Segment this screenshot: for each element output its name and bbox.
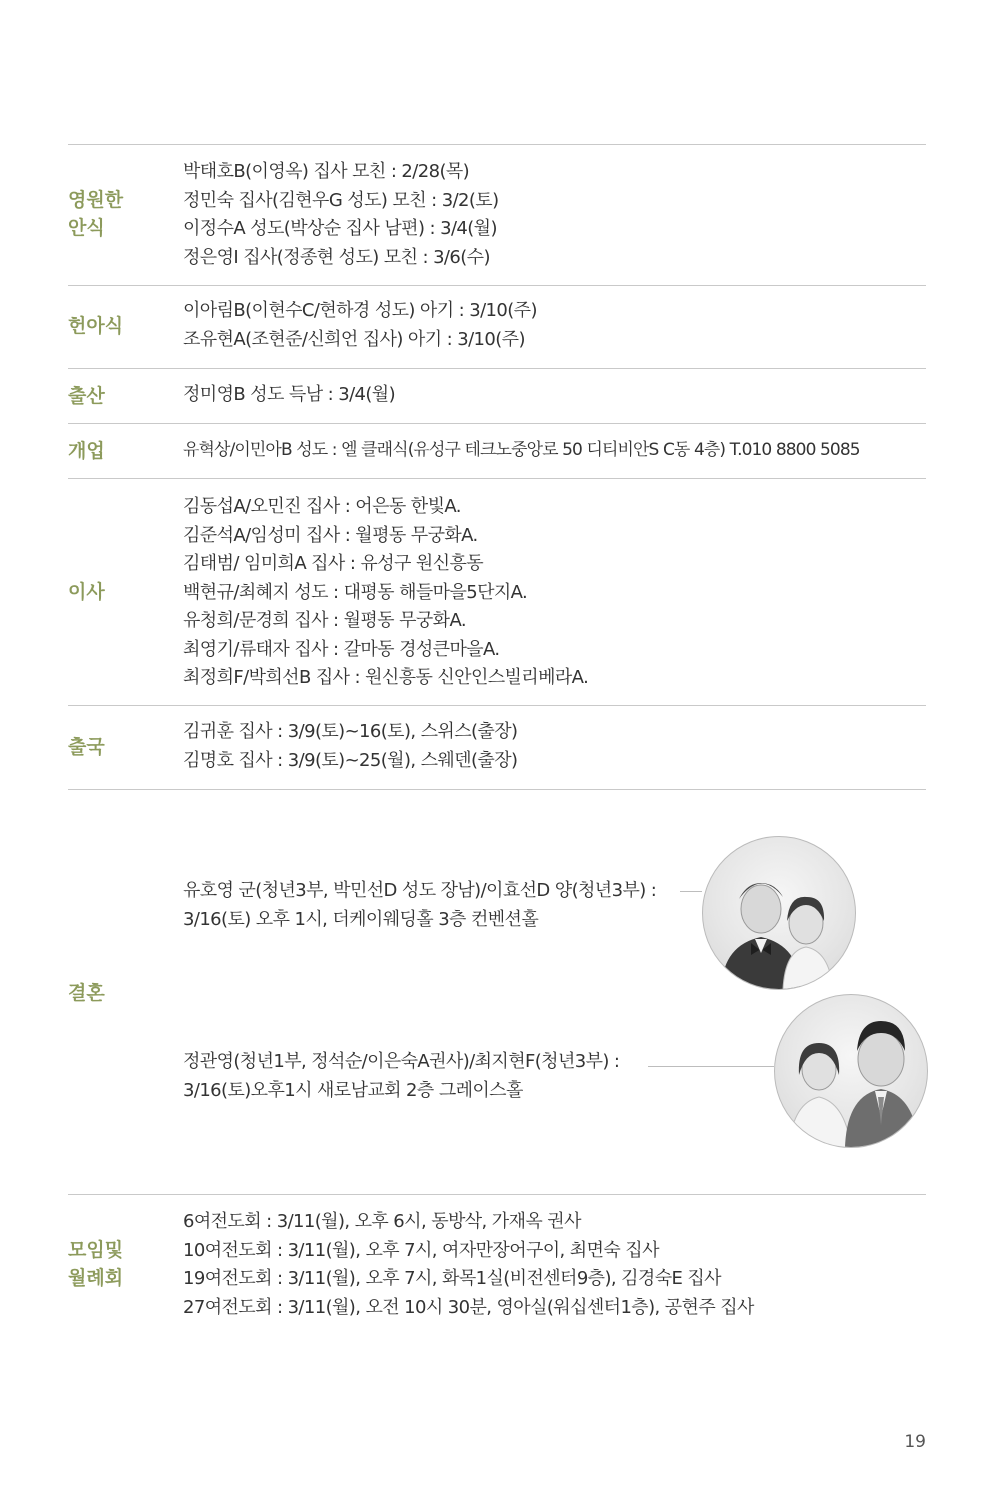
section-divider [68,423,926,424]
moving-list [183,493,923,693]
section-divider [68,368,926,369]
list-item: 김준석A/임성미 집사 : 월평동 무궁화A. [183,524,478,546]
list-item: 김동섭A/오민진 집사 : 어은동 한빛A. [183,496,461,517]
connector-line [648,1066,774,1067]
list-item: 백현규/최혜지 성도 : 대평동 해들마을5단지A. [183,581,528,603]
dedication-list [183,297,923,354]
couple-photo-icon [702,836,856,990]
meetings-list [183,1208,923,1322]
list-item: 김명호 집사 : 3/9(토)~25(월), 스웨덴(출장) [183,749,518,771]
list-item: 6여전도회 : 3/11(월), 오후 6시, 동방삭, 가재옥 권사 [183,1211,581,1232]
page-number: 19 [904,1432,926,1452]
wedding-line: 3/16(토)오후1시 새로남교회 2층 그레이스홀 [183,1079,523,1101]
list-item: 이정수A 성도(박상순 집사 남편) : 3/4(월) [183,218,497,239]
list-item: 유혁상/이민아B 성도 : 엘 클래식(유성구 테크노중앙로 50 디티비안S C동 4층) T.010 8800 5085 [183,440,860,460]
section-divider [68,285,926,286]
opening-list [183,436,923,465]
list-item: 김태범/ 임미희A 집사 : 유성구 원신흥동 [183,553,484,574]
couple-photo-icon [703,837,855,989]
list-item: 유청희/문경희 집사 : 월평동 무궁화A. [183,610,466,631]
list-item: 19여전도회 : 3/11(월), 오후 7시, 화목1실(비전센터9층), 김경숙E 집사 [183,1268,721,1289]
section-label-departure: 출국 [68,736,105,758]
couple-photo-icon [774,994,928,1148]
section-label-wedding: 결혼 [68,982,105,1004]
section-divider [68,478,926,479]
section-divider [68,789,926,790]
list-item: 10여전도회 : 3/11(월), 오후 7시, 여자만장어구이, 최면숙 집사 [183,1239,659,1261]
birth-list [183,381,923,410]
list-item: 최정희F/박희선B 집사 : 원신흥동 신안인스빌리베라A. [183,667,589,688]
list-item: 정미영B 성도 득남 : 3/4(월) [183,384,396,405]
wedding-line: 정관영(청년1부, 정석순/이은숙A권사)/최지현F(청년3부) : [183,1051,620,1072]
section-label-moving: 이사 [68,581,105,603]
list-item: 정은영I 집사(정종현 성도) 모친 : 3/6(수) [183,246,490,268]
list-item: 김귀훈 집사 : 3/9(토)~16(토), 스위스(출장) [183,721,518,742]
wedding-line: 유호영 군(청년3부, 박민선D 성도 장남)/이효선D 양(청년3부) : [183,880,657,901]
section-divider [68,1194,926,1195]
section-label-meetings: 모임및 월례회 [68,1239,124,1289]
section-divider [68,144,926,145]
section-divider [68,705,926,706]
list-item: 조유현A(조현준/신희언 집사) 아기 : 3/10(주) [183,328,525,350]
connector-line [680,891,702,892]
departure-list [183,718,923,775]
list-item: 27여전도회 : 3/11(월), 오전 10시 30분, 영아실(워십센터1층), 공현주 집사 [183,1296,754,1318]
section-label-condolence: 영원한 안식 [68,189,124,239]
section-label-birth: 출산 [68,385,105,407]
wedding-entry [183,877,656,934]
wedding-line: 3/16(토) 오후 1시, 더케이웨딩홀 3층 컨벤션홀 [183,908,539,930]
section-label-opening: 개업 [68,440,105,462]
wedding-entry [183,1048,619,1105]
list-item: 최영기/류태자 집사 : 갈마동 경성큰마을A. [183,638,500,660]
condolence-list [183,158,923,272]
section-label-dedication: 헌아식 [68,315,124,337]
list-item: 박태호B(이영옥) 집사 모친 : 2/28(목) [183,161,470,182]
list-item: 이아림B(이현수C/현하경 성도) 아기 : 3/10(주) [183,300,537,321]
list-item: 정민숙 집사(김현우G 성도) 모친 : 3/2(토) [183,189,499,211]
couple-photo-icon [775,995,927,1147]
